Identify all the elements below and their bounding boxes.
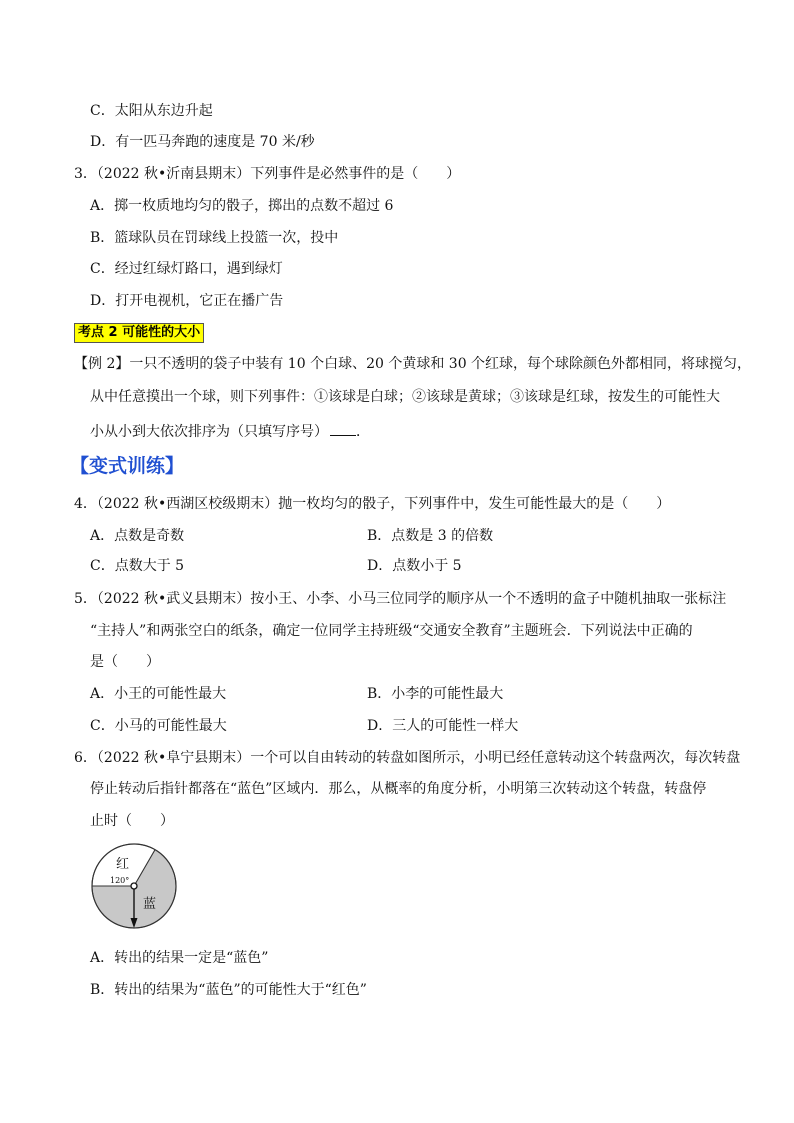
- q4-option-b: B．点数是 3 的倍数: [367, 528, 494, 544]
- topic-2-badge: 考点 2 可能性的大小: [74, 323, 204, 343]
- q2-option-d: D．有一匹马奔跑的速度是 70 米/秒: [90, 134, 315, 150]
- example-2-line-1: 【例 2】一只不透明的袋子中装有 10 个白球、20 个黄球和 30 个红球，每个球除颜色外都相同，将球搅匀，: [74, 356, 752, 372]
- q3-stem: 3．（2022 秋•沂南县期末）下列事件是必然事件的是（ ）: [74, 166, 461, 182]
- q6-line-3: 止时（ ）: [90, 813, 174, 829]
- pivot-icon: [131, 883, 137, 889]
- q6-line-2: 停止转动后指针都落在“蓝色”区域内．那么，从概率的角度分析，小明第三次转动这个转盘，转盘停: [90, 781, 707, 797]
- angle-label: 120°: [110, 876, 130, 885]
- q3-option-a: A．掷一枚质地均匀的骰子，掷出的点数不超过 6: [90, 198, 394, 214]
- q4-option-a: A．点数是奇数: [90, 528, 185, 544]
- q5-line-3: 是（ ）: [90, 654, 160, 670]
- q5-line-2: “主持人”和两张空白的纸条，确定一位同学主持班级“交通安全教育”主题班会．下列说法中正确的: [90, 623, 693, 639]
- example-2-line-2: 从中任意摸出一个球，则下列事件：①该球是白球；②该球是黄球；③该球是红球，按发生的可能性大: [90, 389, 720, 405]
- answer-blank[interactable]: [330, 421, 356, 436]
- q3-option-c: C．经过红绿灯路口，遇到绿灯: [90, 261, 283, 277]
- q5-option-c: C．小马的可能性最大: [90, 718, 227, 734]
- q6-option-a: A．转出的结果一定是“蓝色”: [90, 950, 269, 966]
- q5-option-a: A．小王的可能性最大: [90, 686, 227, 702]
- q6-line-1: 6．（2022 秋•阜宁县期末）一个可以自由转动的转盘如图所示，小明已经任意转动这个转盘两次，每次转盘: [74, 750, 741, 766]
- q4-stem: 4．（2022 秋•西湖区校级期末）抛一枚均匀的骰子，下列事件中，发生可能性最大的是（ ）: [74, 496, 671, 512]
- example-2-line-3-text: 小从小到大依次排序为（只填写序号）: [90, 424, 328, 440]
- q5-option-d: D．三人的可能性一样大: [367, 718, 519, 734]
- spinner-figure: [90, 842, 180, 934]
- q4-option-d: D．点数小于 5: [367, 558, 462, 574]
- q3-option-b: B．篮球队员在罚球线上投篮一次，投中: [90, 230, 339, 246]
- example-2-line-3-end: ．: [356, 424, 370, 440]
- q5-line-1: 5．（2022 秋•武义县期末）按小王、小李、小马三位同学的顺序从一个不透明的盒子中随机抽取一张标注: [74, 591, 727, 607]
- q3-option-d: D．打开电视机，它正在播广告: [90, 293, 284, 309]
- q5-option-b: B．小李的可能性最大: [367, 686, 504, 702]
- red-label: 红: [116, 857, 130, 872]
- section-title: 【变式训练】: [70, 455, 185, 477]
- q6-option-b: B．转出的结果为“蓝色”的可能性大于“红色”: [90, 982, 367, 998]
- q2-option-c: C．太阳从东边升起: [90, 103, 213, 119]
- example-2-line-3: [90, 421, 370, 442]
- q4-option-c: C．点数大于 5: [90, 558, 185, 574]
- blue-label: 蓝: [143, 897, 157, 912]
